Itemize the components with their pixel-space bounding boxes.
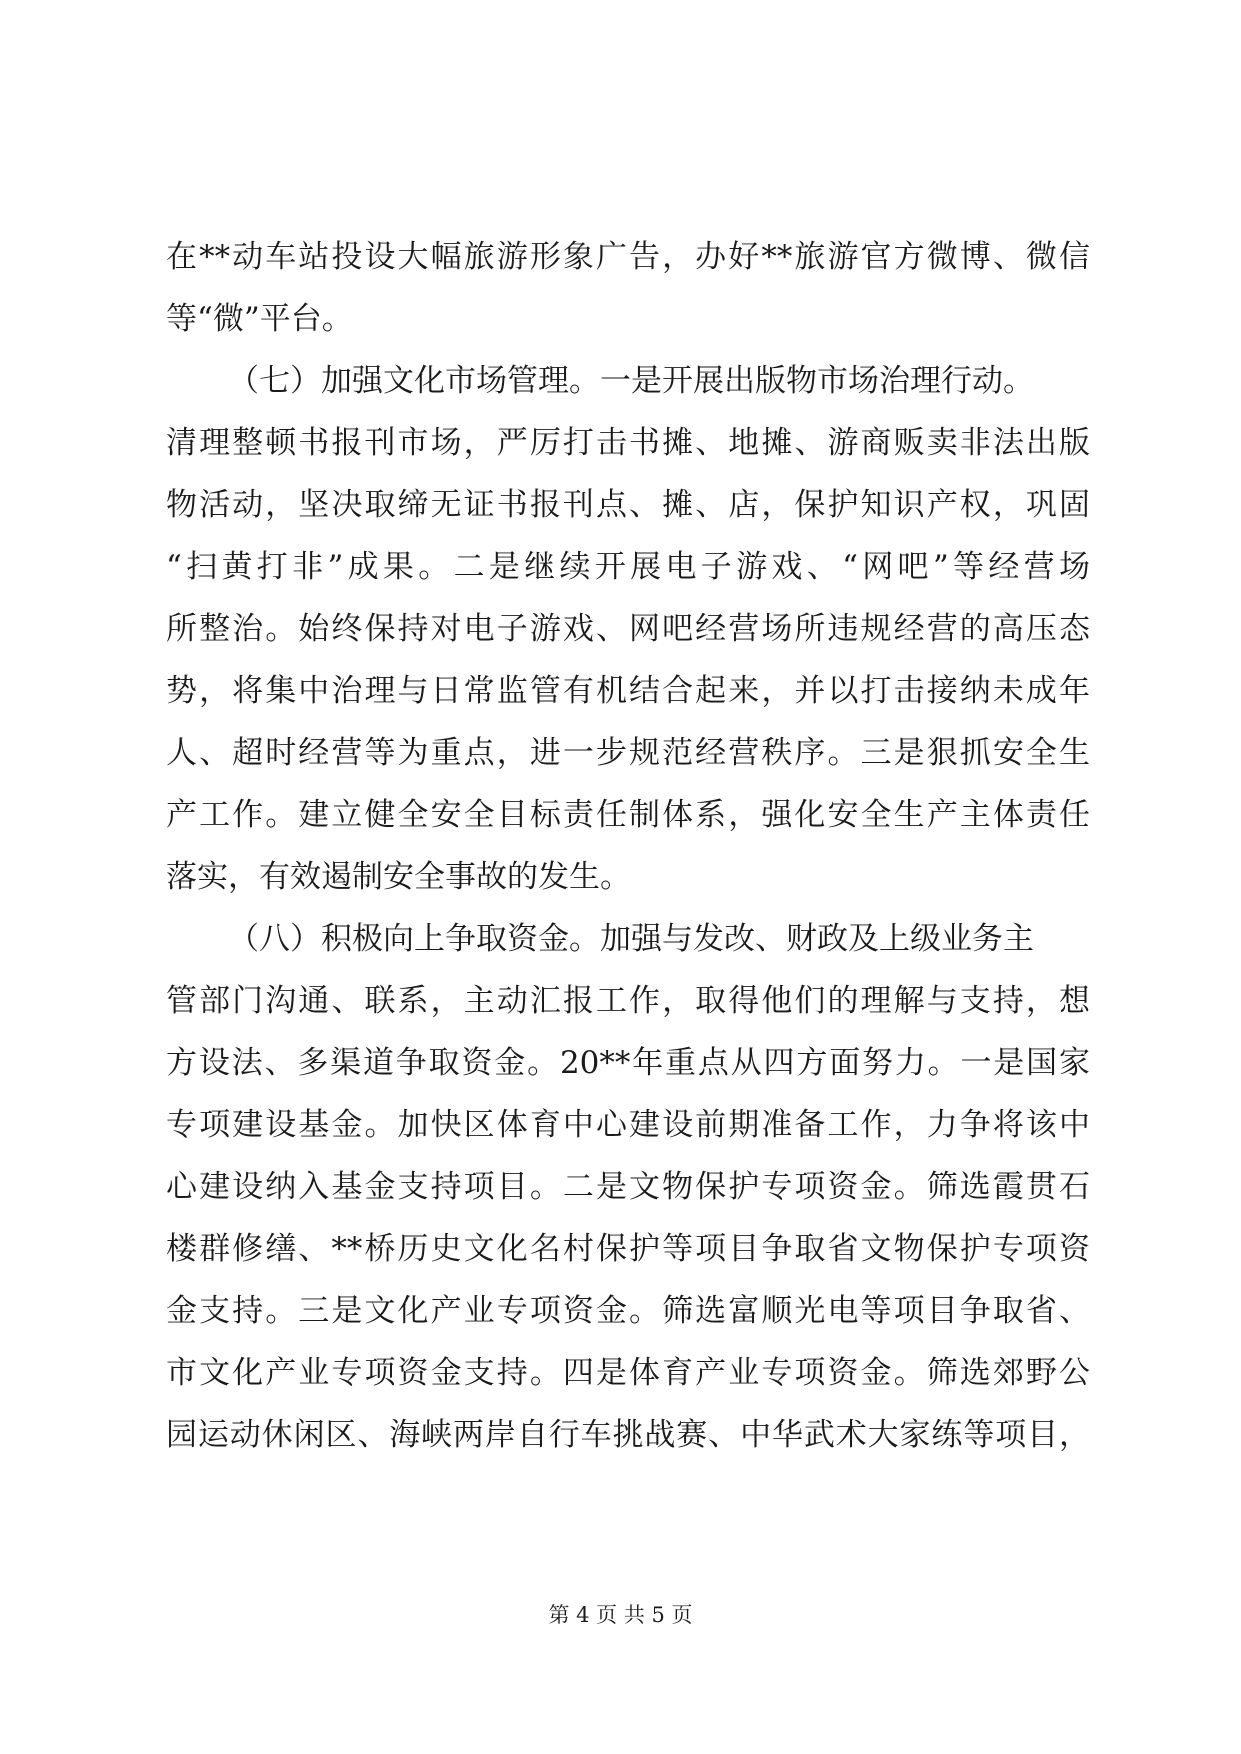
text-line: 势，将集中治理与日常监管有机结合起来，并以打击接纳未成年 [166,673,1090,709]
text-line: 等“微”平台。 [166,301,353,337]
text-line: 园运动休闲区、海峡两岸自行车挑战赛、中华武术大家练等项目， [166,1417,1090,1453]
text-line: 管部门沟通、联系，主动汇报工作，取得他们的理解与支持，想 [166,983,1090,1019]
text-line: 心建设纳入基金支持项目。二是文物保护专项资金。筛选霞贯石 [166,1169,1090,1205]
text-line: 清理整顿书报刊市场，严厉打击书摊、地摊、游商贩卖非法出版 [166,425,1090,461]
text-line: （七）加强文化市场管理。一是开展出版物市场治理行动。 [228,363,1034,399]
text-line: （八）积极向上争取资金。加强与发改、财政及上级业务主 [228,921,1034,957]
text-line: 金支持。三是文化产业专项资金。筛选富顺光电等项目争取省、 [166,1293,1090,1329]
text-line: 楼群修缮、**桥历史文化名村保护等项目争取省文物保护专项资 [166,1231,1090,1267]
text-line: 物活动，坚决取缔无证书报刊点、摊、店，保护知识产权，巩固 [166,487,1090,523]
text-line: 所整治。始终保持对电子游戏、网吧经营场所违规经营的高压态 [166,611,1090,647]
text-line: 方设法、多渠道争取资金。20**年重点从四方面努力。一是国家 [166,1045,1090,1081]
text-line: 人、超时经营等为重点，进一步规范经营秩序。三是狠抓安全生 [166,735,1090,771]
text-line: 在**动车站投设大幅旅游形象广告，办好**旅游官方微博、微信 [166,239,1090,275]
body-text [166,226,1090,1466]
text-line: 产工作。建立健全安全目标责任制体系，强化安全生产主体责任 [166,797,1090,833]
text-line: 市文化产业专项资金支持。四是体育产业专项资金。筛选郊野公 [166,1355,1090,1391]
page-number-footer: 第 4 页 共 5 页 [548,1603,693,1627]
text-line: “扫黄打非”成果。二是继续开展电子游戏、“网吧”等经营场 [166,549,1090,585]
text-line: 专项建设基金。加快区体育中心建设前期准备工作，力争将该中 [166,1107,1090,1143]
text-line: 落实，有效遏制安全事故的发生。 [166,859,631,895]
